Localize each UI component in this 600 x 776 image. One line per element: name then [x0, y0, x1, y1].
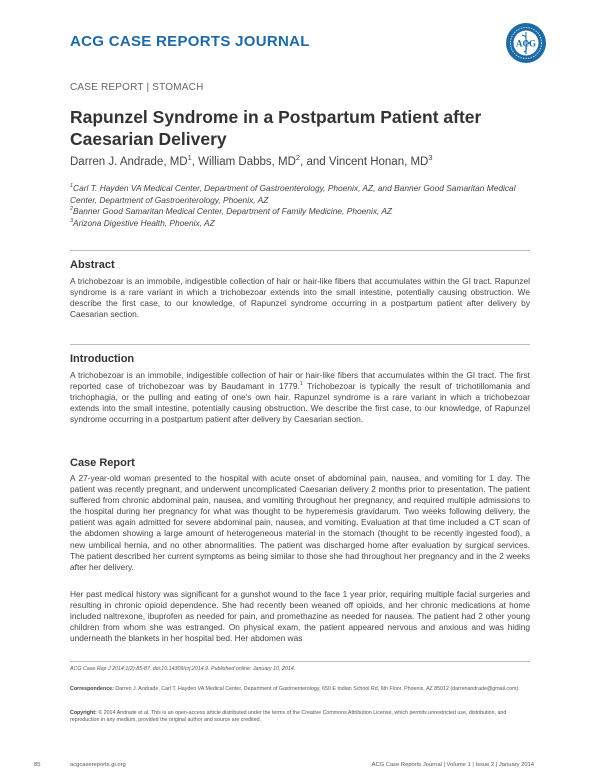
affiliation-item — [70, 218, 540, 230]
introduction-text — [70, 370, 530, 425]
article-title: Rapunzel Syndrome in a Postpartum Patient after Caesarian Delivery — [70, 107, 482, 149]
affiliation-item — [70, 183, 540, 206]
reference-marker: 1 — [299, 381, 303, 388]
author-separator: , — [191, 156, 199, 168]
footnote-divider — [70, 661, 530, 662]
affiliation-number: 3 — [70, 217, 74, 224]
affiliation-number: 2 — [70, 206, 74, 213]
affiliations — [70, 183, 540, 229]
correspondence-footnote — [70, 686, 532, 693]
correspondence-label: Correspondence: — [70, 686, 114, 692]
case-report-heading: Case Report — [70, 457, 135, 469]
author-name: Vincent Honan, MD — [328, 156, 429, 168]
affiliation-number: 1 — [70, 183, 74, 190]
introduction-heading: Introduction — [70, 353, 135, 365]
introduction-text-part: A trichobezoar is an immobile, indigestible collection of hair or hair-like fibers that accumulates within the GI tract. The first reported case of trichobezoar was by Baudamant in 1779. — [70, 370, 530, 392]
introduction-text-part: Trichobezoar is typically the result of trichotillomania and trichophagia, or the pulling and eating of one's own hair. Rapunzel syndrome is a rare variant in which a trichobezoar extends into the small intestine, potentially causing obstruction. We describe the first case, to our knowledge, of Rapunzel syndrome occurring in a postpartum patient after delivery by Caesarian section. — [70, 381, 531, 425]
author-affiliation-ref: 1 — [187, 153, 192, 163]
copyright-footnote — [70, 710, 532, 725]
copyright-text: © 2014 Andrade et al. This is an open-access article distributed under the terms of the Creative Commons Attribution License, which permits unrestricted use, distribution, and reproduction in any medium, provided the original author and source are credited. — [70, 710, 507, 724]
abstract-text: A trichobezoar is an immobile, indigestible collection of hair or hair-like fibers that accumulates within the GI tract. Rapunzel syndrome is a rare variant in which a trichobezoar extends into the small intestine, potentially causing obstruction. We describe the first case, to our knowledge, of Rapunzel syndrome occurring in a postpartum patient after delivery by Caesarian section. — [70, 276, 530, 320]
affiliation-text: Carl T. Hayden VA Medical Center, Department of Gastroenterology, Phoenix, AZ, and Banner Good Samaritan Medical Center, Department of Gastroenterology, Phoenix, AZ — [70, 183, 516, 205]
affiliation-item — [70, 206, 540, 218]
author-separator: , and — [300, 156, 329, 168]
journal-website-link[interactable]: acgcasereports.gi.org — [70, 762, 126, 768]
article-category: CASE REPORT | STOMACH — [70, 82, 204, 93]
journal-issue-info: ACG Case Reports Journal | Volume 1 | Issue 2 | January 2014 — [371, 762, 534, 768]
author-list — [70, 153, 433, 168]
affiliation-text: Banner Good Samaritan Medical Center, Department of Family Medicine, Phoenix, AZ — [73, 206, 393, 216]
author-name: Darren J. Andrade, MD — [70, 156, 188, 168]
author-affiliation-ref: 2 — [295, 153, 301, 163]
author-name: William Dabbs, MD — [198, 156, 296, 168]
affiliation-text: Arizona Digestive Health, Phoenix, AZ — [73, 217, 215, 228]
abstract-heading: Abstract — [70, 259, 115, 271]
citation-footnote: ACG Case Rep J 2014;1(2):85-87. doi:10.14309/crj.2014.9. Published online: January 10, 2014. — [70, 666, 296, 672]
journal-title: ACG CASE REPORTS JOURNAL — [70, 33, 310, 50]
logo-text: ACG — [516, 38, 536, 49]
section-divider — [70, 250, 530, 251]
case-report-paragraph: Her past medical history was significant for a gunshot wound to the face 1 year prior, requiring multiple facial surgeries and resulting in chronic opioid dependence. She had recently been weaned off opioids, and her chronic medications at home included naltrexone, ibuprofen as needed for pain, and promethazine as needed for nausea. The patient had 2 other young children from whom she was estranged. On physical exam, the patient appeared nervous and anxious and was hiding underneath the blankets in her hospital bed. Her abdomen was — [70, 589, 530, 644]
acg-logo-icon — [505, 22, 547, 64]
case-report-paragraph: A 27-year-old woman presented to the hospital with acute onset of abdominal pain, nausea, and vomiting for 1 day. The patient was recently pregnant, and underwent uncomplicated Caesarian delivery 2 months prior to presentation. The patient suffered from chronic abdominal pain, nausea, and vomiting throughout her pregnancy, and required multiple admissions to the hospital during her pregnancy for what was thought to be hyperemesis gravidarum. Two weeks following delivery, the patient was again admitted for severe abdominal pain, nausea, and vomiting. Evaluation at that time included a CT scan of the abdomen showing a large amount of heterogeneous material in the stomach (thought to be recently ingested food), a new umbilical hernia, and no other abnormalities. The patient was discharged home after evaluation by surgical services. The patient described her current symptoms as being similar to those she had throughout her pregnancy and in the 2 weeks after her delivery. — [70, 473, 530, 572]
page-number: 85 — [34, 762, 41, 768]
copyright-label: Copyright: — [70, 710, 97, 716]
section-divider — [70, 344, 530, 345]
correspondence-text: Darren J. Andrade, Carl T. Hayden VA Medical Center, Department of Gastroenterology, 650 E Indian School Rd, 6th Floor, Phoenix, AZ 85012 (darrenandrade@gmail.com). — [113, 686, 520, 692]
author-affiliation-ref: 3 — [428, 153, 433, 163]
